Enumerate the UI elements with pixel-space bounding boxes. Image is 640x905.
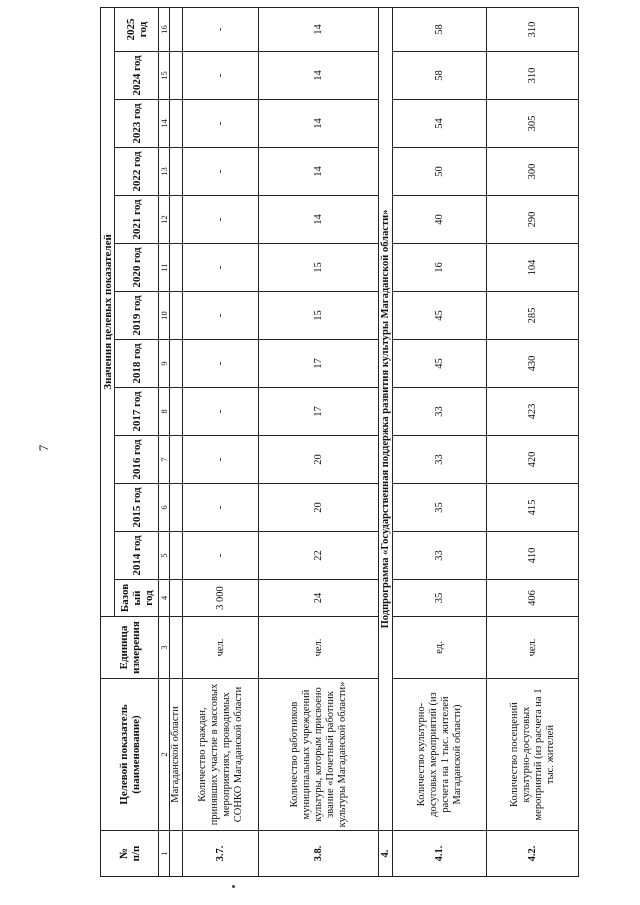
year-value: 415 <box>487 484 579 532</box>
year-value: - <box>183 196 259 244</box>
year-value: - <box>183 244 259 292</box>
continued-indicator-text: Магаданской области <box>170 679 183 831</box>
header-year: 2018 год <box>115 340 159 388</box>
scan-speck <box>232 885 235 888</box>
subprogram-row <box>379 7 393 876</box>
unit: ед. <box>393 617 487 679</box>
unit: чел. <box>487 617 579 679</box>
header-no: № п/п <box>101 831 159 877</box>
indicator-name: Количество работников муниципальных учреждений культуры, которым присвоено звание «Почетный работник культуры Магаданской области» <box>259 679 379 831</box>
table-row <box>259 7 379 876</box>
column-index: 9 <box>159 340 170 388</box>
year-value: - <box>183 388 259 436</box>
year-value: 14 <box>259 52 379 100</box>
base-value: 406 <box>487 580 579 617</box>
indicator-name: Количество культурно-досуговых мероприятий (из расчета на 1 тыс. жителей Магаданской области) <box>393 679 487 831</box>
year-value: 310 <box>487 52 579 100</box>
indicators-table <box>100 7 579 877</box>
year-value: 33 <box>393 388 487 436</box>
column-index: 15 <box>159 52 170 100</box>
header-indicator: Целевой показатель (наименование) <box>101 679 159 831</box>
year-value: 33 <box>393 532 487 580</box>
year-value: - <box>183 436 259 484</box>
year-value: 410 <box>487 532 579 580</box>
column-index: 8 <box>159 388 170 436</box>
unit: чел. <box>259 617 379 679</box>
row-number: 4.2. <box>487 831 579 877</box>
header-base-year: Базов ый год <box>115 580 159 617</box>
year-value: 15 <box>259 292 379 340</box>
year-value: 14 <box>259 196 379 244</box>
page-number: 7 <box>36 444 51 452</box>
year-value: - <box>183 484 259 532</box>
year-value: 290 <box>487 196 579 244</box>
year-value: 17 <box>259 340 379 388</box>
column-index: 4 <box>159 580 170 617</box>
base-value: 24 <box>259 580 379 617</box>
column-index: 16 <box>159 7 170 51</box>
column-index: 1 <box>159 831 170 877</box>
column-index: 6 <box>159 484 170 532</box>
year-value: 40 <box>393 196 487 244</box>
year-value: 310 <box>487 7 579 51</box>
table-row <box>393 7 487 876</box>
year-value: 104 <box>487 244 579 292</box>
year-value: 300 <box>487 148 579 196</box>
table-row <box>183 7 259 876</box>
column-index: 2 <box>159 679 170 831</box>
column-index: 3 <box>159 617 170 679</box>
header-year: 2023 год <box>115 100 159 148</box>
column-index: 13 <box>159 148 170 196</box>
header-year: 2015 год <box>115 484 159 532</box>
header-unit: Единица измерения <box>101 617 159 679</box>
year-value: - <box>183 292 259 340</box>
header-year: 2017 год <box>115 388 159 436</box>
header-year: 2025 год <box>115 7 159 51</box>
header-year: 2024 год <box>115 52 159 100</box>
year-value: - <box>183 7 259 51</box>
year-value: 20 <box>259 436 379 484</box>
column-index: 5 <box>159 532 170 580</box>
row-number: 4.1. <box>393 831 487 877</box>
year-value: - <box>183 148 259 196</box>
column-index: 7 <box>159 436 170 484</box>
year-value: 20 <box>259 484 379 532</box>
column-index: 12 <box>159 196 170 244</box>
header-year: 2021 год <box>115 196 159 244</box>
header-values-group: Значения целевых показателей <box>101 7 115 616</box>
column-index-row <box>159 7 170 876</box>
column-index: 10 <box>159 292 170 340</box>
year-value: 14 <box>259 100 379 148</box>
year-value: 54 <box>393 100 487 148</box>
year-value: 430 <box>487 340 579 388</box>
year-value: - <box>183 100 259 148</box>
year-value: 35 <box>393 484 487 532</box>
header-year: 2019 год <box>115 292 159 340</box>
year-value: 45 <box>393 292 487 340</box>
year-value: 58 <box>393 52 487 100</box>
table-row <box>487 7 579 876</box>
year-value: 58 <box>393 7 487 51</box>
header-year: 2022 год <box>115 148 159 196</box>
year-value: 423 <box>487 388 579 436</box>
year-value: 17 <box>259 388 379 436</box>
year-value: 420 <box>487 436 579 484</box>
column-index: 14 <box>159 100 170 148</box>
year-value: 22 <box>259 532 379 580</box>
continued-row <box>170 7 183 876</box>
unit: чел. <box>183 617 259 679</box>
year-value: 14 <box>259 148 379 196</box>
rotated-table-area <box>86 0 606 895</box>
subprogram-title: Подпрограмма «Государственная поддержка развития культуры Магаданской области» <box>379 7 393 830</box>
indicator-name: Количество посещений культурно-досуговых мероприятий (из расчета на 1 тыс. жителей <box>487 679 579 831</box>
year-value: 16 <box>393 244 487 292</box>
header-year: 2020 год <box>115 244 159 292</box>
year-value: 14 <box>259 7 379 51</box>
base-value: 35 <box>393 580 487 617</box>
column-index: 11 <box>159 244 170 292</box>
year-value: - <box>183 532 259 580</box>
header-year: 2016 год <box>115 436 159 484</box>
year-value: - <box>183 52 259 100</box>
indicator-name: Количество граждан, принявших участие в массовых мероприятиях, проводимых СОНКО Магаданской области <box>183 679 259 831</box>
year-value: 305 <box>487 100 579 148</box>
year-value: 285 <box>487 292 579 340</box>
row-number: 3.8. <box>259 831 379 877</box>
year-value: - <box>183 340 259 388</box>
subprogram-number: 4. <box>379 831 393 877</box>
header-year: 2014 год <box>115 532 159 580</box>
row-number: 3.7. <box>183 831 259 877</box>
year-value: 15 <box>259 244 379 292</box>
year-value: 33 <box>393 436 487 484</box>
base-value: 3 000 <box>183 580 259 617</box>
year-value: 50 <box>393 148 487 196</box>
year-value: 45 <box>393 340 487 388</box>
